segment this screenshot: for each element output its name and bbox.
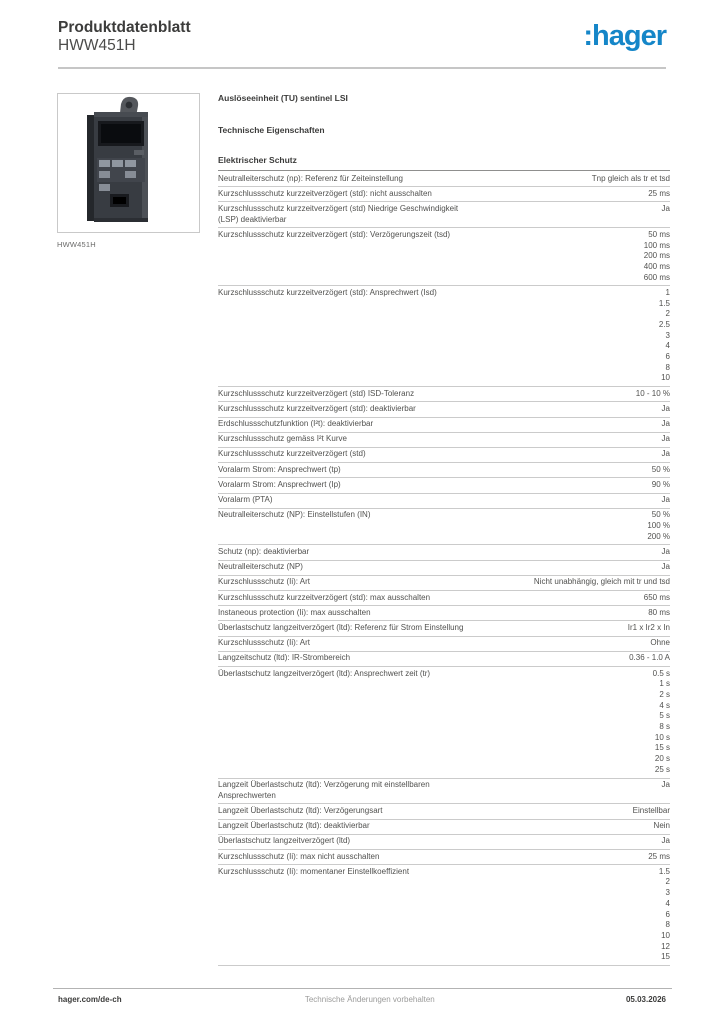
table-row [218,591,670,606]
property-value [480,465,670,476]
value-line: Nicht unabhängig, gleich mit tr und tsd [533,577,670,587]
value-line: Ja [661,546,670,556]
value-line: 10 [661,373,670,383]
property-value [480,174,670,185]
property-label: Überlastschutz langzeitverzögert (ltd): Referenz für Strom Einstellung [218,622,464,632]
value-line: Ja [661,780,670,790]
table-row [218,228,670,286]
trip-unit-heading: Auslöseeinheit (TU) sentinel LSI [218,93,348,103]
value-line: 12 [661,941,670,951]
table-row [218,172,670,187]
property-label: Voralarm Strom: Ansprechwert (tp) [218,464,341,474]
table-row [218,637,670,652]
table-row [218,448,670,463]
product-image-caption: HWW451H [57,240,96,249]
property-value [480,419,670,430]
property-value [480,230,670,284]
value-line: 600 ms [643,272,670,282]
property-value [480,495,670,506]
value-line: 80 ms [648,607,670,617]
value-line: 10 - 10 % [635,388,670,398]
value-line: 3 [665,888,670,898]
value-line: 4 s [659,700,670,710]
footer-website: hager.com/de-ch [58,995,122,1004]
property-label: Langzeit Überlastschutz (ltd): deaktivierbar [218,821,370,831]
property-label: Kurzschlussschutz (Ii): momentaner Einstellkoeffizient [218,866,410,876]
property-label: Instaneous protection (Ii): max ausschalten [218,607,371,617]
value-line: 5 s [659,711,670,721]
value-line: 1.5 [658,298,670,308]
property-value [480,189,670,200]
table-row [218,561,670,576]
table-row [218,509,670,546]
value-line: Ja [661,562,670,572]
property-label: Überlastschutz langzeitverzögert (ltd) [218,836,351,846]
property-value [480,638,670,649]
property-value [480,288,670,384]
value-line: 1 s [659,679,670,689]
table-row [218,667,670,779]
value-line: 25 ms [648,188,670,198]
table-row [218,621,670,636]
value-line: Tnp gleich als tr et tsd [591,173,670,183]
property-value [480,404,670,415]
value-line: Einstellbar [632,805,670,815]
value-line: 10 [661,930,670,940]
table-row [218,545,670,560]
value-line: 2 [665,877,670,887]
property-value [480,562,670,573]
value-line: 8 [665,920,670,930]
table-row [218,494,670,509]
property-label: Voralarm Strom: Ansprechwert (Ip) [218,479,341,489]
property-label: Kurzschlussschutz kurzzeitverzögert (std): max ausschalten [218,592,431,602]
value-line: 25 ms [648,851,670,861]
property-label: Überlastschutz langzeitverzögert (ltd): Ansprechwert zeit (tr) [218,668,431,678]
value-line: 650 ms [643,592,670,602]
property-value [480,623,670,634]
property-label: Kurzschlussschutz kurzzeitverzögert (std): Verzögerungszeit (tsd) [218,229,451,239]
property-label: Langzeit Überlastschutz (ltd): Verzögerung mit einstellbaren Ansprechwerten [218,780,430,800]
footer-date: 05.03.2026 [625,995,666,1004]
property-value [480,608,670,619]
property-label: Kurzschlussschutz kurzzeitverzögert (std): deaktivierbar [218,403,416,413]
table-row [218,820,670,835]
value-line: 200 % [647,531,670,541]
value-line: Ja [661,449,670,459]
table-row [218,652,670,667]
header-divider [58,67,666,69]
value-line: 4 [665,341,670,351]
property-label: Langzeit Überlastschutz (ltd): Verzögerungsart [218,805,383,815]
property-value [480,577,670,588]
table-row [218,865,670,966]
property-label: Kurzschlussschutz kurzzeitverzögert (std) [218,449,366,459]
value-line: Ja [661,434,670,444]
value-line: 8 [665,362,670,372]
property-label: Kurzschlussschutz kurzzeitverzögert (std): nicht ausschalten [218,188,432,198]
property-value [480,510,670,542]
property-label: Neutralleiterschutz (NP): Einstellstufen (IN) [218,510,371,520]
property-label: Neutralleiterschutz (NP) [218,562,303,572]
product-image-frame [57,93,200,233]
table-row [218,387,670,402]
hager-logo: :hager [583,20,666,52]
property-label: Kurzschlussschutz (Ii): max nicht ausschalten [218,851,380,861]
value-line: 50 % [651,464,670,474]
value-line: 50 ms [648,229,670,239]
value-line: Ja [661,836,670,846]
property-value [480,593,670,604]
property-label: Voralarm (PTA) [218,495,273,505]
value-line: 400 ms [643,261,670,271]
value-line: 0.36 - 1.0 A [629,653,670,663]
property-value [480,389,670,400]
value-line: 1.5 [658,866,670,876]
page-header [58,19,191,55]
property-value [480,836,670,847]
table-row [218,850,670,865]
specifications-column [218,93,670,966]
property-value [480,780,670,791]
value-line: 8 s [659,722,670,732]
page-footer [58,995,666,1009]
value-line: 0.5 s [652,668,670,678]
property-value [480,653,670,664]
product-reference: HWW451H [58,37,136,54]
value-line: 3 [665,330,670,340]
table-row [218,576,670,591]
property-value [480,806,670,817]
property-label: Kurzschlussschutz (Ii): Art [218,577,311,587]
value-line: 2.5 [658,319,670,329]
value-line: Ja [661,403,670,413]
table-row [218,418,670,433]
table-row [218,402,670,417]
value-line: 6 [665,352,670,362]
value-line: 15 s [654,743,670,753]
property-label: Schutz (np): deaktivierbar [218,546,310,556]
property-value [480,480,670,491]
value-line: Ja [661,495,670,505]
value-line: 6 [665,909,670,919]
product-figure [57,93,200,249]
table-row [218,606,670,621]
footer-divider [53,988,672,989]
property-value [480,867,670,963]
table-row [218,804,670,819]
value-line: 2 s [659,689,670,699]
property-value [480,852,670,863]
value-line: 100 % [647,520,670,530]
value-line: 90 % [651,479,670,489]
value-line: 200 ms [643,251,670,261]
property-label: Erdschlussschutzfunktion (I²t): deaktivierbar [218,419,374,429]
property-value [480,669,670,776]
technical-properties-heading: Technische Eigenschaften [218,125,325,135]
table-row [218,478,670,493]
value-line: Ja [661,203,670,213]
property-label: Kurzschlussschutz kurzzeitverzögert (std) ISD-Toleranz [218,388,415,398]
value-line: 100 ms [643,240,670,250]
table-row [218,202,670,228]
footer-notice: Technische Änderungen vorbehalten [304,995,435,1004]
table-row [218,433,670,448]
product-image [58,94,199,232]
property-value [480,204,670,215]
table-row [218,779,670,805]
property-label: Kurzschlussschutz (Ii): Art [218,638,311,648]
electrical-protection-heading: Elektrischer Schutz [218,155,670,171]
property-label: Kurzschlussschutz gemäss I²t Kurve [218,434,347,444]
value-line: 50 % [651,510,670,520]
value-line: Nein [653,821,670,831]
value-line: Ja [661,419,670,429]
property-label: Kurzschlussschutz kurzzeitverzögert (std): Ansprechwert (Isd) [218,287,437,297]
table-row [218,286,670,387]
property-value [480,434,670,445]
document-title: Produktdatenblatt [58,19,191,36]
table-row [218,835,670,850]
table-row [218,187,670,202]
value-line: 1 [665,287,670,297]
value-line: 2 [665,309,670,319]
value-line: Ohne [650,638,670,648]
value-line: 25 s [654,764,670,774]
property-label: Langzeitschutz (ltd): IR-Strombereich [218,653,351,663]
value-line: 10 s [654,732,670,742]
property-value [480,449,670,460]
property-label: Neutralleiterschutz (np): Referenz für Zeiteinstellung [218,173,403,183]
table-row [218,463,670,478]
property-value [480,821,670,832]
value-line: 4 [665,898,670,908]
value-line: 15 [661,952,670,962]
value-line: 20 s [654,754,670,764]
spec-table [218,172,670,966]
value-line: Ir1 x Ir2 x In [627,622,670,632]
property-value [480,547,670,558]
property-label: Kurzschlussschutz kurzzeitverzögert (std) Niedrige Geschwindigkeit (LSP) deaktivierbar [218,203,459,224]
